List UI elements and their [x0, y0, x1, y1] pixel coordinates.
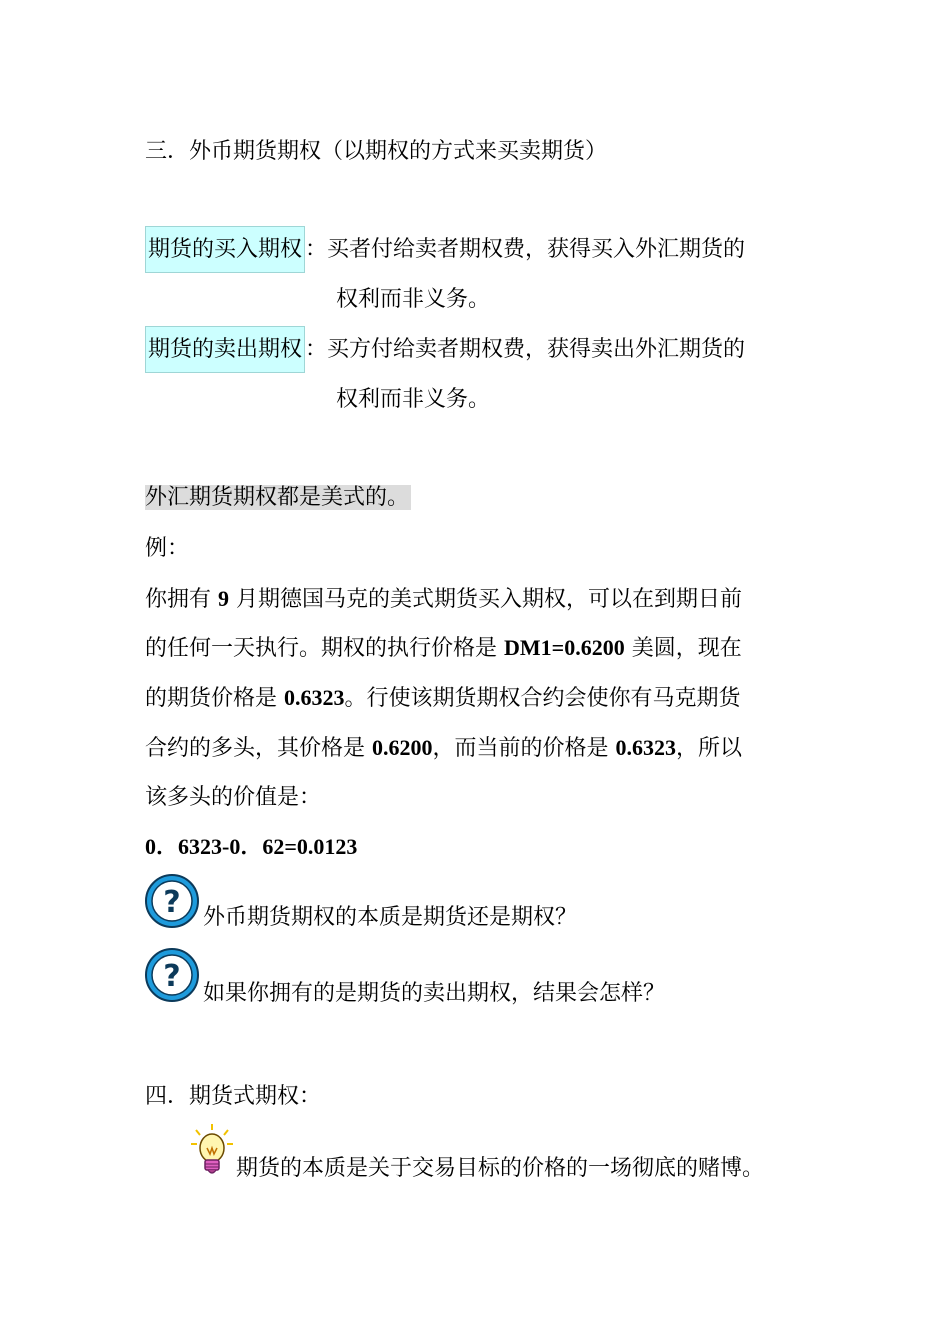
question-1: 外币期货期权的本质是期货还是期权？ — [203, 905, 578, 930]
term-call-option: 期货的买入期权 — [145, 226, 305, 273]
american-style-note: 外汇期货期权都是美式的。 — [145, 485, 410, 510]
term-put-option: 期货的卖出期权 — [145, 326, 305, 373]
question-2: 如果你拥有的是期货的卖出期权，结果会怎样？ — [203, 981, 666, 1006]
definition-put: 期货的卖出期权 ：买方付给卖者期权费，获得卖出外汇期货的 — [145, 335, 745, 365]
example-calculation: 0．6323-0．62=0.0123 — [145, 834, 358, 859]
definition-call-line1: 买者付给卖者期权费，获得买入外汇期货的 — [327, 237, 746, 262]
definition-call: 期货的买入期权 ：买者付给卖者期权费，获得买入外汇期货的 — [145, 235, 745, 265]
definition-put-line1: 买方付给卖者期权费，获得卖出外汇期货的 — [327, 337, 746, 362]
section-4-tip: 期货的本质是关于交易目标的价格的一场彻底的赌博。 — [236, 1156, 765, 1181]
question-mark-icon — [143, 872, 201, 930]
example-paragraph-line2: 的任何一天执行。期权的执行价格是 DM1=0.6200 美圆，现在 — [145, 635, 742, 661]
example-paragraph-line1: 你拥有 9 月期德国马克的美式期货买入期权，可以在到期日前 — [145, 586, 742, 612]
lightbulb-icon — [188, 1122, 236, 1180]
example-paragraph-line5: 该多头的价值是： — [145, 785, 322, 810]
definition-put-line2: 权利而非义务。 — [336, 387, 491, 412]
example-label: 例： — [145, 536, 190, 561]
definition-call-line2: 权利而非义务。 — [336, 287, 491, 312]
question-mark-icon — [143, 946, 201, 1004]
example-paragraph-line4: 合约的多头，其价格是 0.6200，而当前的价格是 0.6323，所以 — [145, 735, 743, 761]
svg-text:?: ? — [163, 885, 181, 920]
example-paragraph-line3: 的期货价格是 0.6323。行使该期货期权合约会使你有马克期货 — [145, 685, 741, 711]
svg-text:?: ? — [163, 959, 181, 994]
section-3-title: 三．外币期货期权（以期权的方式来买卖期货） — [145, 139, 608, 164]
section-4-title: 四．期货式期权： — [145, 1084, 322, 1109]
